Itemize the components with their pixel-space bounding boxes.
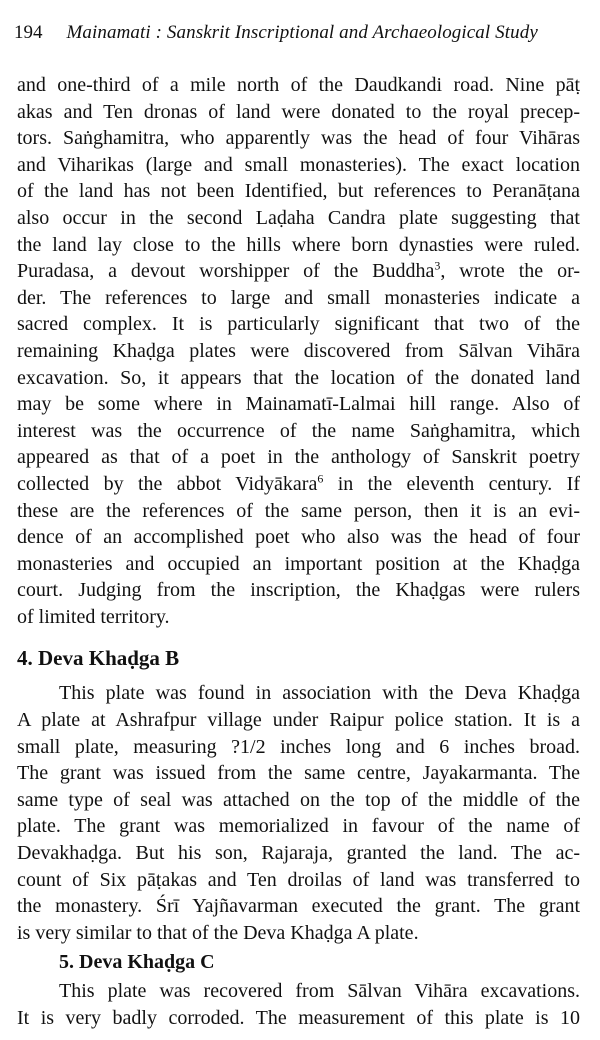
text-line: court. Judging from the inscription, the Khaḍgas were rulers xyxy=(17,579,580,602)
paragraph-deva-khadga-b xyxy=(17,680,580,946)
text-line: and Viharikas (large and small monasteries). The exact location xyxy=(17,153,580,176)
text-line xyxy=(17,471,580,498)
text-line: interest was the occurrence of the name Saṅghamitra, which xyxy=(17,419,580,442)
text-line: This plate was found in association with the Deva Khaḍga xyxy=(59,682,580,705)
text-line: and one-third of a mile north of the Daudkandi road. Nine pāṭ xyxy=(17,74,580,96)
text-line: of limited territory. xyxy=(17,605,170,628)
text-line: the monastery. Śrī Yajñavarman executed the grant. The grant xyxy=(17,895,580,918)
text-fragment: collected by the abbot Vidyākara xyxy=(17,472,318,495)
text-line: also occur in the second Laḍaha Candra plate suggesting that xyxy=(17,206,580,229)
text-line: count of Six pāṭakas and Ten droilas of land was transferred to xyxy=(17,868,580,891)
text-line: The grant was issued from the same centre, Jayakarmanta. The xyxy=(17,762,580,785)
text-line: It is very badly corroded. The measurement of this plate is 10 xyxy=(17,1007,580,1029)
text-fragment: in the eleventh century. If xyxy=(323,472,580,495)
running-header xyxy=(14,22,589,52)
text-line: monasteries and occupied an important position at the Khaḍga xyxy=(17,552,580,575)
text-fragment: inches long and 6 inches broad. xyxy=(265,735,580,758)
text-line: of the land has not been Identified, but references to Peranāṭana xyxy=(17,180,580,203)
text-line: appeared as that of a poet in the anthology of Sanskrit poetry xyxy=(17,446,580,469)
text-line: excavation. So, it appears that the location of the donated land xyxy=(17,366,580,389)
paragraph-land-grant xyxy=(17,72,580,630)
text-line: may be some where in Mainamatī-Lalmai hill range. Also of xyxy=(17,393,580,416)
text-line: plate. The grant was memorialized in favour of the name of xyxy=(17,815,580,838)
fraction: 1/2 xyxy=(240,735,266,758)
section-heading: 5. Deva Khaḍga C xyxy=(59,951,215,974)
text-line: remaining Khaḍga plates were discovered from Sālvan Vihāra xyxy=(17,339,580,362)
page-body xyxy=(17,72,580,1032)
text-line: This plate was recovered from Sālvan Vihāra excavations. xyxy=(59,980,580,1003)
section-heading: 4. Deva Khaḍga B xyxy=(17,646,180,671)
text-line: A plate at Ashrafpur village under Raipur police station. It is a xyxy=(17,709,580,732)
text-line: Devakhaḍga. But his son, Rajaraja, granted the land. The ac- xyxy=(17,842,580,865)
page-number: 194 xyxy=(14,22,43,43)
text-line: these are the references of the same person, then it is an evi- xyxy=(17,499,580,522)
footnote-marker: 3 xyxy=(434,258,441,273)
paragraph-deva-khadga-c xyxy=(17,978,580,1031)
text-line xyxy=(17,258,580,285)
text-fragment: , wrote the or- xyxy=(440,260,580,283)
text-line: same type of seal was attached on the top of the middle of the xyxy=(17,788,580,811)
text-line: sacred complex. It is particularly significant that two of the xyxy=(17,313,580,336)
running-title: Mainamati : Sanskrit Inscriptional and Archaeological Study xyxy=(66,22,538,43)
text-line: dence of an accomplished poet who also was the head of four xyxy=(17,526,580,549)
text-line: tors. Saṅghamitra, who apparently was the head of four Vihāras xyxy=(17,127,580,150)
text-line xyxy=(17,734,580,761)
text-line: der. The references to large and small monasteries indicate a xyxy=(17,286,580,309)
text-line: akas and Ten dronas of land were donated to the royal precep- xyxy=(17,100,580,123)
footnote-marker: 6 xyxy=(317,471,324,486)
text-line: the land lay close to the hills where born dynasties were ruled. xyxy=(17,233,580,256)
text-fragment: Puradasa, a devout worshipper of the Buddha xyxy=(17,260,435,283)
text-line: is very similar to that of the Deva Khaḍga A plate. xyxy=(17,921,419,944)
text-fragment: small plate, measuring ? xyxy=(17,735,241,758)
